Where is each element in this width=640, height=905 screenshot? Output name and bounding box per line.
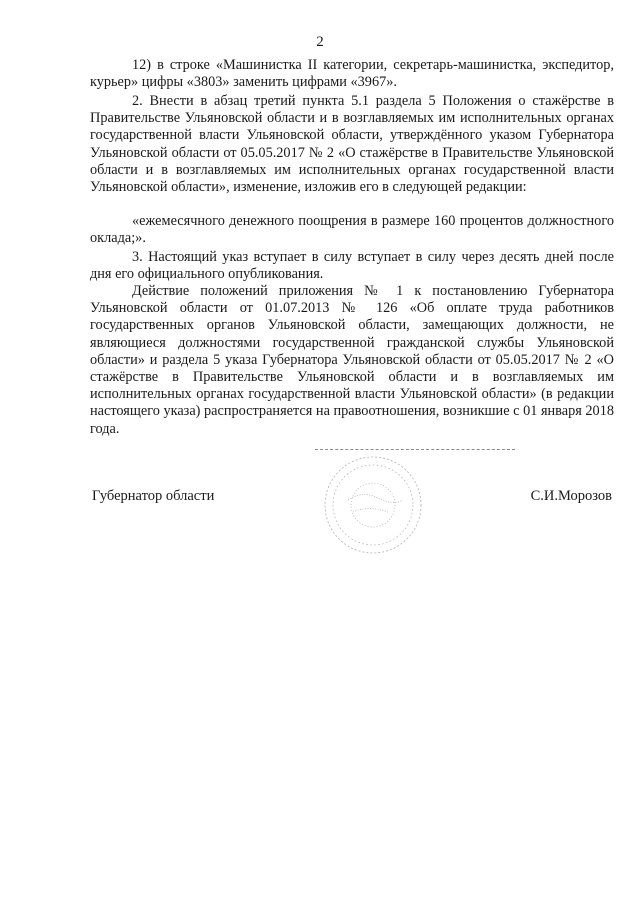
paragraph-text: 2. Внести в абзац третий пункта 5.1 раздела 5 Положения о стажёрстве в Правительстве Ульяновской области и в возглавляемых им исполнительных органах государственной власти Ульяновской области, утверждённого указом Губернатора Ульяновской области от 05.05.2017 № 2 «О стажёрстве в Правительстве Ульяновской области и в возглавляемых им исполнительных органах государственной власти Ульяновской области», изменение, изложив его в следующей редакции: xyxy=(90,93,614,196)
paragraph-section-3 xyxy=(90,249,614,283)
paragraph-section-2 xyxy=(90,93,614,196)
paragraph-text: 3. Настоящий указ вступает в силу вступает в силу через десять дней после дня его официального опубликования. xyxy=(90,249,614,283)
paragraph-text: Действие положений приложения № 1 к постановлению Губернатора Ульяновской области от 01.07.2013 № 126 «Об оплате труда работников государственных органов Ульяновской области, замещающих должности, не являющиеся должностями государственной гражданской службы Ульяновской области» и раздела 5 указа Губернатора Ульяновской области от 05.05.2017 № 2 «О стажёрстве в Правительстве Ульяновской области и в возглавляемых им исполнительных органах государственной власти Ульяновской области» (в редакции настоящего указа) распространяется на правоотношения, возникшие с 01 января 2018 года. xyxy=(90,283,614,437)
paragraph-text: 12) в строке «Машинистка II категории, секретарь-машинистка, экспедитор, курьер» цифры «3803» заменить цифрами «3967». xyxy=(90,57,614,91)
paragraph-quote xyxy=(90,213,614,247)
signature-position: Губернатор области xyxy=(92,488,215,504)
paragraph-effect xyxy=(90,283,614,438)
paragraph-text: «ежемесячного денежного поощрения в размере 160 процентов должностного оклада;». xyxy=(90,213,614,247)
signature-name: С.И.Морозов xyxy=(530,488,612,504)
page-number: 2 xyxy=(316,34,324,50)
paragraph-item-12 xyxy=(90,57,614,91)
official-stamp xyxy=(318,450,428,560)
